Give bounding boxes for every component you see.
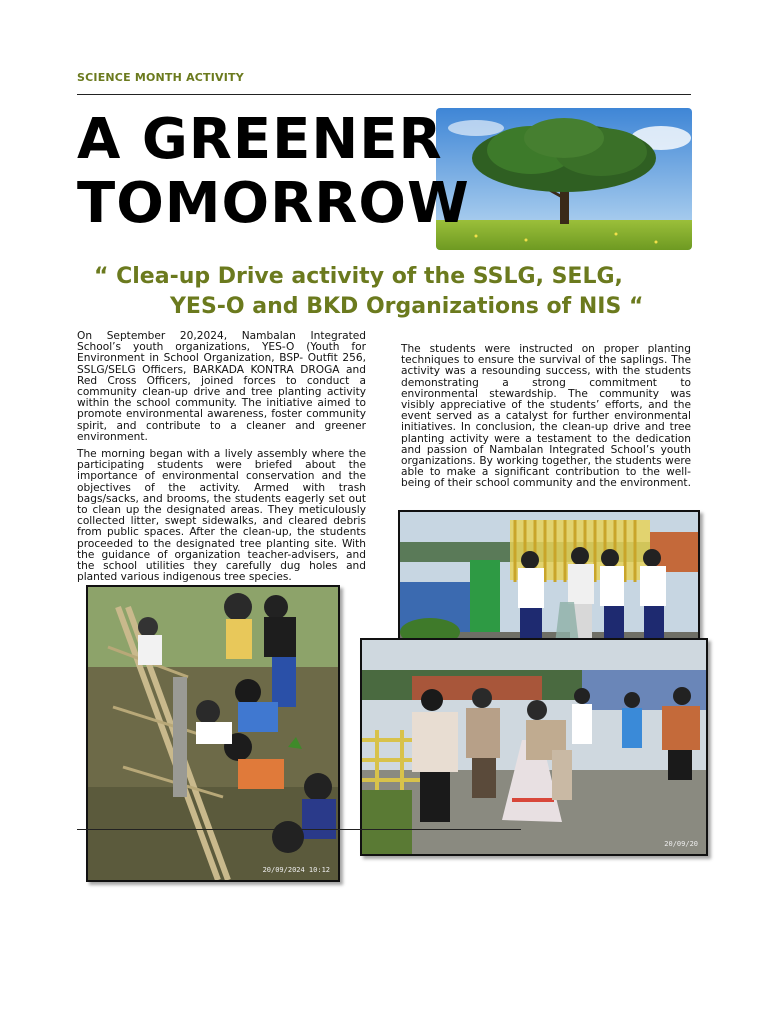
photo-timestamp: 20/09/20 (664, 840, 698, 848)
title-line-2: TOMORROW (77, 171, 470, 236)
hero-tree-image (436, 108, 692, 250)
photo-cleanup-drive (360, 638, 708, 856)
photo-timestamp: 20/09/2024 10:12 (262, 866, 330, 874)
tree-icon (436, 108, 692, 250)
footer-divider (77, 829, 521, 830)
paragraph: The students were instructed on proper planting techniques to ensure the survival of the saplings. The activity was a resounding success, with the students demonstrating a strong commitment to environmental stewardship. The community was visibly appreciative of the students’ efforts, and the event served as a catalyst for further environmental initiatives. In conclusion, the clean-up drive and tree planting activity were a testament to the dedication and passion of Nambalan Integrated School’s youth organizations. By working together, the students were able to make a significant contribution to the well-being of their school community and the environment. (401, 343, 691, 490)
section-kicker: SCIENCE MONTH ACTIVITY (77, 71, 244, 84)
paragraph: On September 20,2024, Nambalan Integrated School’s youth organizations, YES-O (Youth for Environment in School Organization, BSP- Outfit 256, SSLG/SELG Officers, BARKADA KONTRA DROGA and Red Cross Officers, joined forces to conduct a community clean-up drive and tree planting activity within the school community. The initiative aimed to promote environmental awareness, foster community spirit, and contribute to a cleaner and greener environment. (77, 330, 366, 443)
cleanup-scene-icon (362, 640, 706, 854)
subtitle-line-1: “ Clea-up Drive activity of the SSLG, SELG, (94, 264, 623, 289)
article-right-column (401, 344, 691, 496)
article-subtitle (94, 262, 684, 322)
title-line-1: A GREENER (77, 107, 443, 172)
page-title (77, 108, 470, 236)
photo-tree-planting (86, 585, 340, 882)
tree-planting-scene-icon (88, 587, 338, 880)
header-divider (77, 94, 691, 95)
paragraph: The morning began with a lively assembly where the participating students were briefed about the importance of environmental conservation and the objectives of the activity. Armed with trash bags/sacks, and brooms, the students eagerly set out to clean up the designated areas. They meticulously collected litter, swept sidewalks, and cleared debris from public spaces. After the clean-up, the students proceeded to the designated tree planting site. With the guidance of organization teacher-advisers, and the school utilities they carefully dug holes and planted various indigenous tree species. (77, 448, 366, 584)
article-left-column (77, 331, 366, 589)
subtitle-line-2: YES-O and BKD Organizations of NIS “ (170, 294, 644, 319)
